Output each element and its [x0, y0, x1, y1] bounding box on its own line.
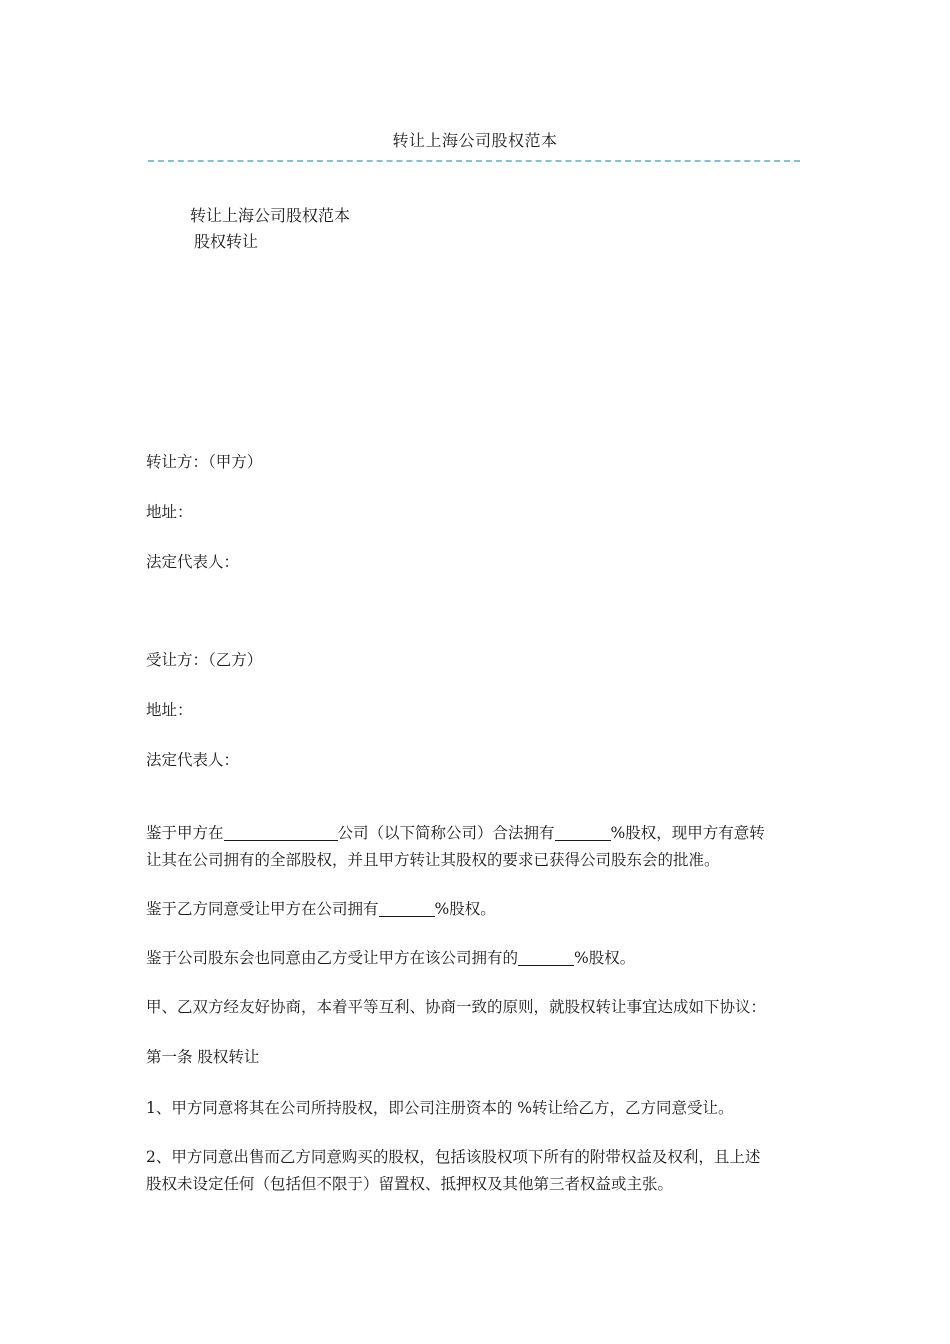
document-title: 转让上海公司股权范本 — [392, 131, 558, 150]
intro-subtitle: 股权转让 — [194, 232, 259, 251]
recital-1-line2: 让其在公司拥有的全部股权，并且甲方转让其股权的要求已获得公司股东会的批准。 — [146, 851, 720, 869]
recital-2-text-b: %股权。 — [434, 900, 496, 918]
article-1-item-1: 1、甲方同意将其在公司所持股权，即公司注册资本的 %转让给乙方，乙方同意受让。 — [146, 1099, 734, 1117]
recital-3-text-a: 鉴于公司股东会也同意由乙方受让甲方在该公司拥有的 — [146, 949, 519, 967]
article-1-heading: 第一条 股权转让 — [146, 1048, 260, 1066]
percentage-blank — [518, 948, 574, 966]
article-1-item-2-line2: 股权未设定任何（包括但不限于）留置权、抵押权及其他第三者权益或主张。 — [146, 1175, 674, 1193]
recital-1-text-c: %股权，现甲方有意转 — [610, 824, 765, 842]
intro-title: 转让上海公司股权范本 — [190, 206, 351, 225]
percentage-blank — [555, 823, 611, 841]
recital-1-text-a: 鉴于甲方在 — [146, 824, 224, 842]
recital-3-text-b: %股权。 — [574, 949, 636, 967]
party-b-address: 地址： — [146, 701, 193, 719]
party-b-representative: 法定代表人： — [146, 751, 240, 769]
recital-2 — [146, 896, 808, 923]
party-b-label: 受让方：（乙方） — [146, 651, 263, 669]
company-name-blank — [224, 823, 338, 841]
recital-1-text-b: 公司（以下简称公司）合法拥有 — [337, 824, 555, 842]
recital-4: 甲、乙双方经友好协商，本着平等互利、协商一致的原则，就股权转让事宜达成如下协议： — [146, 998, 767, 1016]
recital-1 — [146, 820, 808, 874]
recital-2-text-a: 鉴于乙方同意受让甲方在公司拥有 — [146, 900, 379, 918]
article-1-item-2-line1: 2、甲方同意出售而乙方同意购买的股权，包括该股权项下所有的附带权益及权利，且上述 — [146, 1148, 761, 1166]
article-1-item-2 — [146, 1144, 808, 1198]
party-a-address: 地址： — [146, 503, 193, 521]
dashed-divider — [148, 160, 800, 162]
party-a-label: 转让方：（甲方） — [146, 453, 263, 471]
party-a-representative: 法定代表人： — [146, 553, 240, 571]
recital-3 — [146, 945, 808, 972]
percentage-blank — [379, 899, 435, 917]
